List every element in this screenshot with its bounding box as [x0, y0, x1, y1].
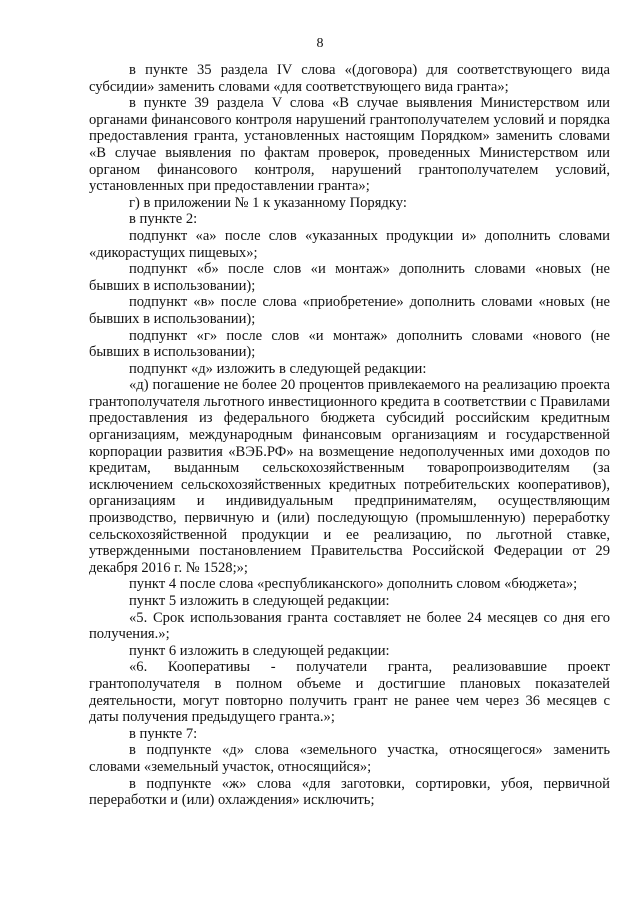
- paragraph: г) в приложении № 1 к указанному Порядку:: [129, 194, 407, 211]
- page-number: 8: [316, 36, 324, 51]
- paragraph: в подпункте «ж» слова «для заготовки, сортировки, убоя, первичной переработки и (или) охлаждения» исключить;: [89, 775, 610, 809]
- paragraph: подпункт «д» изложить в следующей редакции:: [129, 360, 427, 377]
- paragraph: в пункте 35 раздела IV слова «(договора) для соответствующего вида субсидии» заменить словами «для соответствующего вида гранта»;: [89, 62, 610, 95]
- paragraph: подпункт «б» после слов «и монтаж» дополнить словами «новых (не бывших в использовании);: [89, 261, 610, 294]
- paragraph: «д) погашение не более 20 процентов привлекаемого на реализацию проекта грантополучателя льготного инвестиционного кредита в соответствии с Правилами предоставления из федерального бюджета субсидий российским кредитным организациям, международным финансовым организациям и государственной корпорации развития «ВЭБ.РФ» на возмещение недополученных ими доходов по кредитам, выданным сельскохозяйственным товаропроизводителям (за исключением сельскохозяйственных кредитных потребительских кооперативов), организациям и индивидуальным предпринимателям, осуществляющим производство, первичную и (или) последующую (промышленную) переработку сельскохозяйственной продукции и ее реализацию, по льготной ставке, утвержденными постановлением Правительства Российской Федерации от 29 декабря 2016 г. № 1528;»;: [89, 377, 610, 576]
- paragraph: «6. Кооперативы - получатели гранта, реализовавшие проект грантополучателя в полном объеме и достигшие плановых показателей деятельности, могут повторно получить грант не ранее чем через 36 месяцев с даты получения предыдущего гранта.»;: [89, 659, 610, 726]
- paragraph: пункт 5 изложить в следующей редакции:: [129, 593, 390, 609]
- paragraph: «5. Срок использования гранта составляет не более 24 месяцев со дня его получения.»;: [89, 609, 610, 643]
- paragraph: в пункте 2:: [129, 211, 198, 228]
- paragraph: подпункт «г» после слов «и монтаж» дополнить словами «нового (не бывших в использовании);: [89, 327, 610, 361]
- paragraph: в пункте 39 раздела V слова «В случае выявления Министерством или органами финансового контроля нарушений грантополучателем условий и порядка предоставления гранта, установленных настоящим Порядком» заменить словами «В случае выявления по фактам проверок, проведенных Министерством или органом финансового контроля, нарушений грантополучателем условий, установленных при предоставлении гранта»;: [89, 95, 610, 195]
- paragraph: пункт 4 после слова «республиканского» дополнить словом «бюджета»;: [129, 576, 578, 593]
- paragraph: в подпункте «д» слова «земельного участка, относящегося» заменить словами «земельный участок, относящийся»;: [89, 742, 610, 775]
- document-body: [89, 62, 610, 809]
- paragraph: подпункт «в» после слова «приобретение» дополнить словами «новых (не бывших в использовании);: [89, 294, 610, 327]
- paragraph: в пункте 7:: [129, 725, 198, 742]
- paragraph: пункт 6 изложить в следующей редакции:: [129, 642, 390, 659]
- paragraph: подпункт «а» после слов «указанных продукции и» дополнить словами «дикорастущих пищевых»;: [89, 227, 610, 261]
